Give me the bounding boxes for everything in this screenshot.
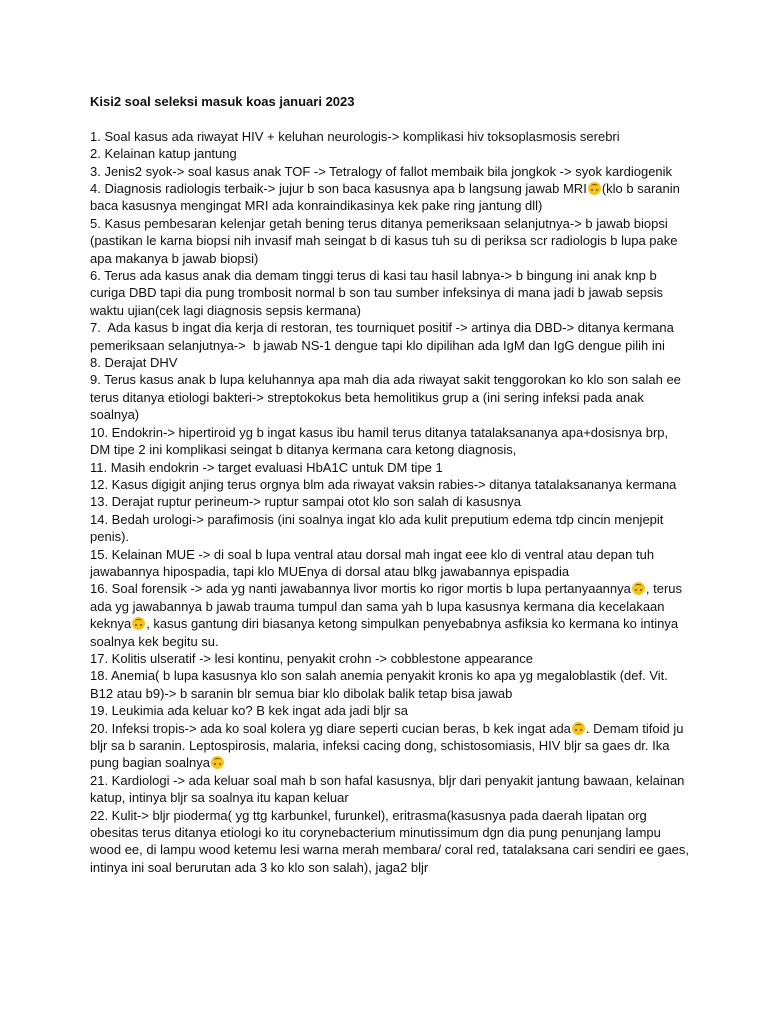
list-item-text: 17. Kolitis ulseratif -> lesi kontinu, penyakit crohn -> cobblestone appearance — [90, 650, 533, 666]
list-item-text: 7. Ada kasus b ingat dia kerja di restoran, tes tourniquet positif -> artinya dia DBD-> ditanya kermana pemeriksaan selanjutnya-> b jawab NS-1 dengue tapi klo dipilihan ada IgM dan IgG dengue pilih ini — [90, 320, 678, 353]
list-item-text: 1. Soal kasus ada riwayat HIV + keluhan neurologis-> komplikasi hiv toksoplasmosis serebri — [90, 128, 620, 144]
list-item-text: 13. Derajat ruptur perineum-> ruptur sampai otot klo son salah di kasusnya — [90, 494, 522, 510]
list-item — [90, 180, 690, 215]
list-item — [90, 720, 690, 772]
list-item-text: 10. Endokrin-> hipertiroid yg b ingat kasus ibu hamil terus ditanya tatalaksananya apa+dosisnya brp, DM tipe 2 ini komplikasi seingat b ditanya kermana cara ketong diagnosis, — [90, 424, 672, 458]
list-item — [90, 476, 690, 493]
list-item — [90, 546, 690, 581]
list-item-text: 2. Kelainan katup jantung — [90, 146, 237, 162]
item-list — [90, 128, 693, 876]
list-item — [90, 215, 690, 267]
upside-down-face-icon — [132, 617, 145, 630]
list-item-text: 18. Anemia( b lupa kasusnya klo son salah anemia penyakit kronis ko apa yg megaloblastik (def. Vit. B12 atau b9)-> b saranin blr semua biar klo dibolak balik tetap bisa jawab — [90, 668, 672, 701]
list-item — [90, 650, 690, 667]
list-item-text: 9. Terus kasus anak b lupa keluhannya apa mah dia ada riwayat sakit tenggorokan ko klo son salah ee terus ditanya etiologi bakteri-> streptokokus beta hemolitikus grup a (ini sering infeksi pada anak soalnya) — [90, 372, 685, 423]
list-item-text: 3. Jenis2 syok-> soal kasus anak TOF -> Tetralogy of fallot membaik bila jongkok -> syok kardiogenik — [90, 163, 673, 179]
upside-down-face-icon — [572, 722, 585, 735]
list-item-text: 6. Terus ada kasus anak dia demam tinggi terus di kasi tau hasil labnya-> b bingung ini anak knp b curiga DBD tapi dia pung trombosit normal b son tau sumber infeksinya di mana jadi b jawab sepsis waktu ujian(cek lagi diagnosis sepsis kermana) — [90, 268, 667, 318]
list-item — [90, 267, 690, 319]
list-item-text: , kasus gantung diri biasanya ketong simpulkan penyebabnya asfiksia ko kermana ko intinya soalnya kek begitu su. — [90, 616, 682, 649]
list-item-text: (klo b saranin baca kasusnya mengingat MRI ada konraindikasinya kek pake ring jantung dll) — [90, 181, 684, 214]
list-item-text: 8. Derajat DHV — [90, 355, 178, 371]
list-item-text: 12. Kasus digigit anjing terus orgnya blm ada riwayat vaksin rabies-> ditanya tatalaksananya kermana — [90, 476, 677, 492]
list-item-text: 16. Soal forensik -> ada yg nanti jawabannya livor mortis ko rigor mortis b lupa pertanyaannya — [90, 581, 631, 597]
list-item — [90, 459, 690, 476]
upside-down-face-icon — [211, 756, 224, 769]
list-item-text: 5. Kasus pembesaran kelenjar getah bening terus ditanya pemeriksaan selanjutnya-> b jawab biopsi (pastikan le karna biopsi nih invasif mah seingat b di kasus tuh su di periksa scr radiologis b lupa pake apa makanya b jawab biopsi) — [90, 215, 682, 266]
list-item-text: 14. Bedah urologi-> parafimosis (ini soalnya ingat klo ada kulit preputium edema tdp cincin menjepit penis). — [90, 511, 668, 545]
list-item-text: 22. Kulit-> bljr pioderma( yg ttg karbunkel, furunkel), eritrasma(kasusnya pada daerah lipatan org obesitas terus ditanya etiologi ko itu corynebacterium minutissimum dgn dia pung penunjang lampu wood ee, di lampu wood ketemu lesi warna merah membara/ coral red, tatalaksana cari sendiri ee gaes, intinya ini soal berurutan ada 3 ko klo son salah), jaga2 bljr — [90, 807, 693, 875]
list-item — [90, 319, 690, 354]
list-item-text: 20. Infeksi tropis-> ada ko soal kolera yg diare seperti cucian beras, b kek ingat ada — [90, 720, 571, 736]
list-item-text: , terus ada yg jawabannya b jawab trauma tumpul dan sama yah b lupa kasusnya kermana dia kecelakaan keknya — [90, 581, 686, 632]
list-item-text: 19. Leukimia ada keluar ko? B kek ingat ada jadi bljr sa — [90, 703, 408, 719]
document-page — [90, 93, 693, 876]
list-item — [90, 371, 690, 423]
list-item — [90, 580, 690, 650]
list-item — [90, 511, 690, 546]
list-item-text: 15. Kelainan MUE -> di soal b lupa ventral atau dorsal mah ingat eee klo di ventral atau depan tuh jawabannya hipospadia, tapi klo MUEnya di dorsal atau blkg jawabannya epispadia — [90, 546, 658, 579]
list-item-text: 21. Kardiologi -> ada keluar soal mah b son hafal kasusnya, bljr dari penyakit jantung bawaan, kelainan katup, intinya bljr sa soalnya itu kapan keluar — [90, 772, 689, 806]
document-title: Kisi2 soal seleksi masuk koas januari 2023 — [90, 94, 355, 109]
list-item — [90, 424, 690, 459]
list-item — [90, 702, 690, 719]
list-item — [90, 667, 690, 702]
list-item — [90, 772, 690, 807]
list-item — [90, 354, 690, 371]
list-item-text: 11. Masih endokrin -> target evaluasi HbA1C untuk DM tipe 1 — [90, 459, 443, 475]
list-item — [90, 807, 693, 877]
list-item — [90, 163, 690, 180]
list-item-text: 4. Diagnosis radiologis terbaik-> jujur b son baca kasusnya apa b langsung jawab MRI — [90, 181, 587, 197]
list-item-text: . Demam tifoid ju bljr sa b saranin. Leptospirosis, malaria, infeksi cacing dong, schistosomiasis, HIV bljr sa gaes dr. Ika pung bagian soalnya — [90, 720, 688, 771]
list-item — [90, 128, 690, 145]
list-item — [90, 145, 690, 162]
upside-down-face-icon — [632, 582, 645, 595]
upside-down-face-icon — [588, 182, 601, 195]
list-item — [90, 493, 690, 510]
